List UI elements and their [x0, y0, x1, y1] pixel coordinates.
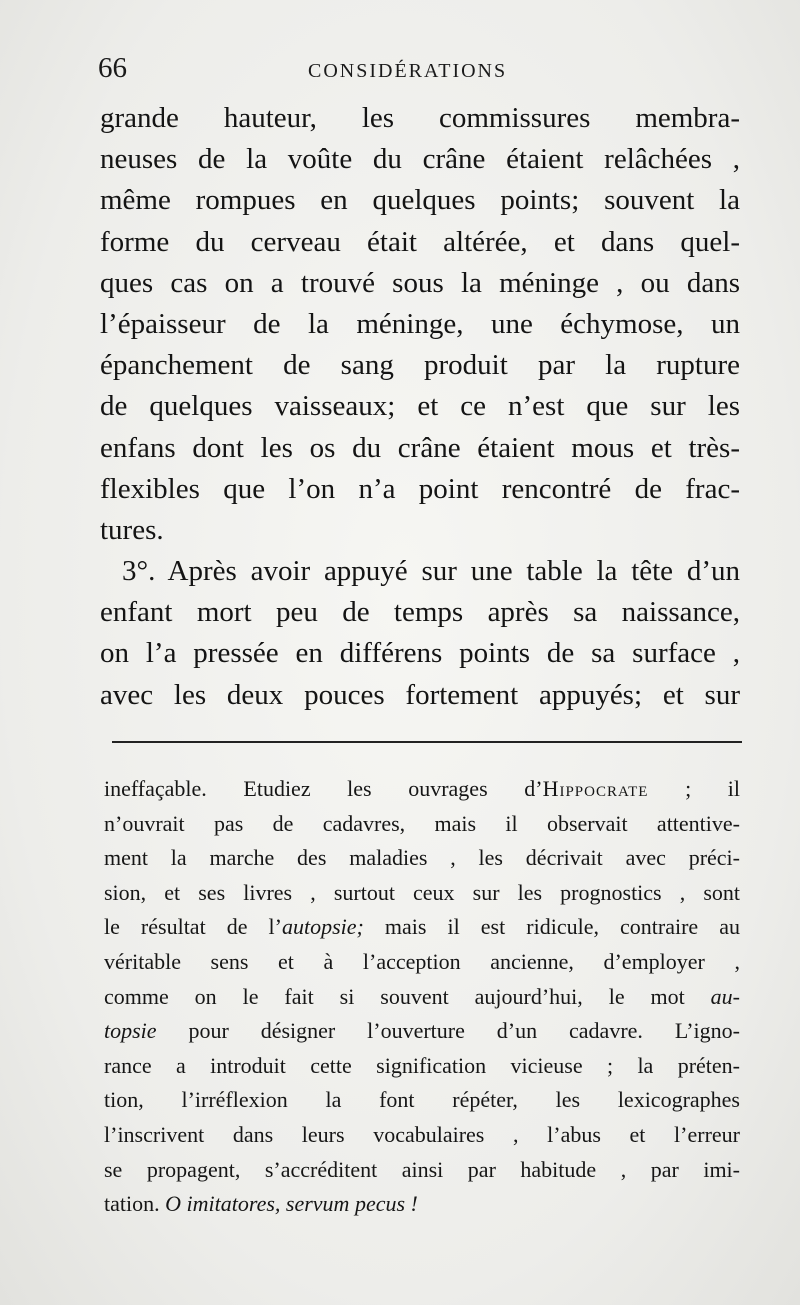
footnote-line	[104, 1187, 740, 1222]
running-head	[98, 52, 738, 92]
footnote-text: mais il est ridicule, contraire au	[363, 914, 740, 940]
footnote-divider	[112, 741, 742, 743]
body-line: 3°. Après avoir appuyé sur une table la tête d’un	[122, 555, 740, 588]
body-text	[100, 98, 740, 716]
footnote-line: ment la marche des maladies , les décrivait avec préci-	[104, 845, 740, 871]
body-line: l’épaisseur de la méninge, une échymose, un	[100, 307, 740, 340]
footnote-text: tation.	[104, 1191, 166, 1217]
italic-term: au-	[710, 983, 740, 1009]
body-line: de quelques vaisseaux; et ce n’est que sur les	[100, 390, 740, 423]
footnote-line	[104, 772, 740, 807]
body-line: flexibles que l’on n’a point rencontré de frac-	[100, 472, 740, 505]
footnote-text: ; il	[648, 776, 740, 801]
body-line: enfans dont les os du crâne étaient mous et très-	[100, 431, 740, 464]
footnote-line: l’inscrivent dans leurs vocabulaires , l’abus et l’erreur	[104, 1121, 740, 1147]
author-name: Hippocrate	[542, 776, 649, 801]
footnote-line: n’ouvrait pas de cadavres, mais il observait attentive-	[104, 810, 740, 836]
latin-quote: O imitatores, servum pecus !	[165, 1191, 418, 1217]
footnote-line	[104, 980, 740, 1015]
italic-term: autopsie;	[281, 914, 364, 940]
footnote-line	[104, 910, 740, 945]
footnote-line: sion, et ses livres , surtout ceux sur les prognostics , sont	[104, 879, 740, 905]
footnote-text: le résultat de l’	[104, 914, 282, 940]
footnote-text: pour désigner l’ouverture d’un cadavre. L’igno-	[156, 1018, 740, 1044]
italic-term: topsie	[104, 1018, 157, 1044]
footnote	[104, 772, 740, 1222]
body-line: neuses de la voûte du crâne étaient relâchées ,	[100, 143, 740, 176]
footnote-line	[104, 1014, 740, 1049]
body-line: avec les deux pouces fortement appuyés; et sur	[100, 678, 740, 711]
body-line: on l’a pressée en différens points de sa surface ,	[100, 637, 740, 670]
footnote-text: comme on le fait si souvent aujourd’hui, le mot	[104, 983, 711, 1009]
page-number: 66	[98, 52, 127, 84]
body-line: enfant mort peu de temps après sa naissance,	[100, 596, 740, 629]
footnote-text: ineffaçable. Etudiez les ouvrages d’	[104, 776, 543, 801]
body-line: grande hauteur, les commissures membra-	[100, 102, 740, 134]
footnote-line: tion, l’irréflexion la font répéter, les lexicographes	[104, 1087, 740, 1113]
body-line: forme du cerveau était altérée, et dans quel-	[100, 225, 740, 258]
body-line: épanchement de sang produit par la rupture	[100, 349, 740, 382]
body-line: même rompues en quelques points; souvent la	[100, 184, 740, 217]
body-line: tures.	[100, 513, 164, 546]
footnote-line: rance a introduit cette signification vicieuse ; la préten-	[104, 1052, 740, 1078]
body-line: ques cas on a trouvé sous la méninge , ou dans	[100, 266, 740, 299]
footnote-line: véritable sens et à l’acception ancienne, d’employer ,	[104, 948, 740, 974]
header-title: CONSIDÉRATIONS	[308, 60, 508, 82]
footnote-line: se propagent, s’accréditent ainsi par habitude , par imi-	[104, 1156, 740, 1182]
